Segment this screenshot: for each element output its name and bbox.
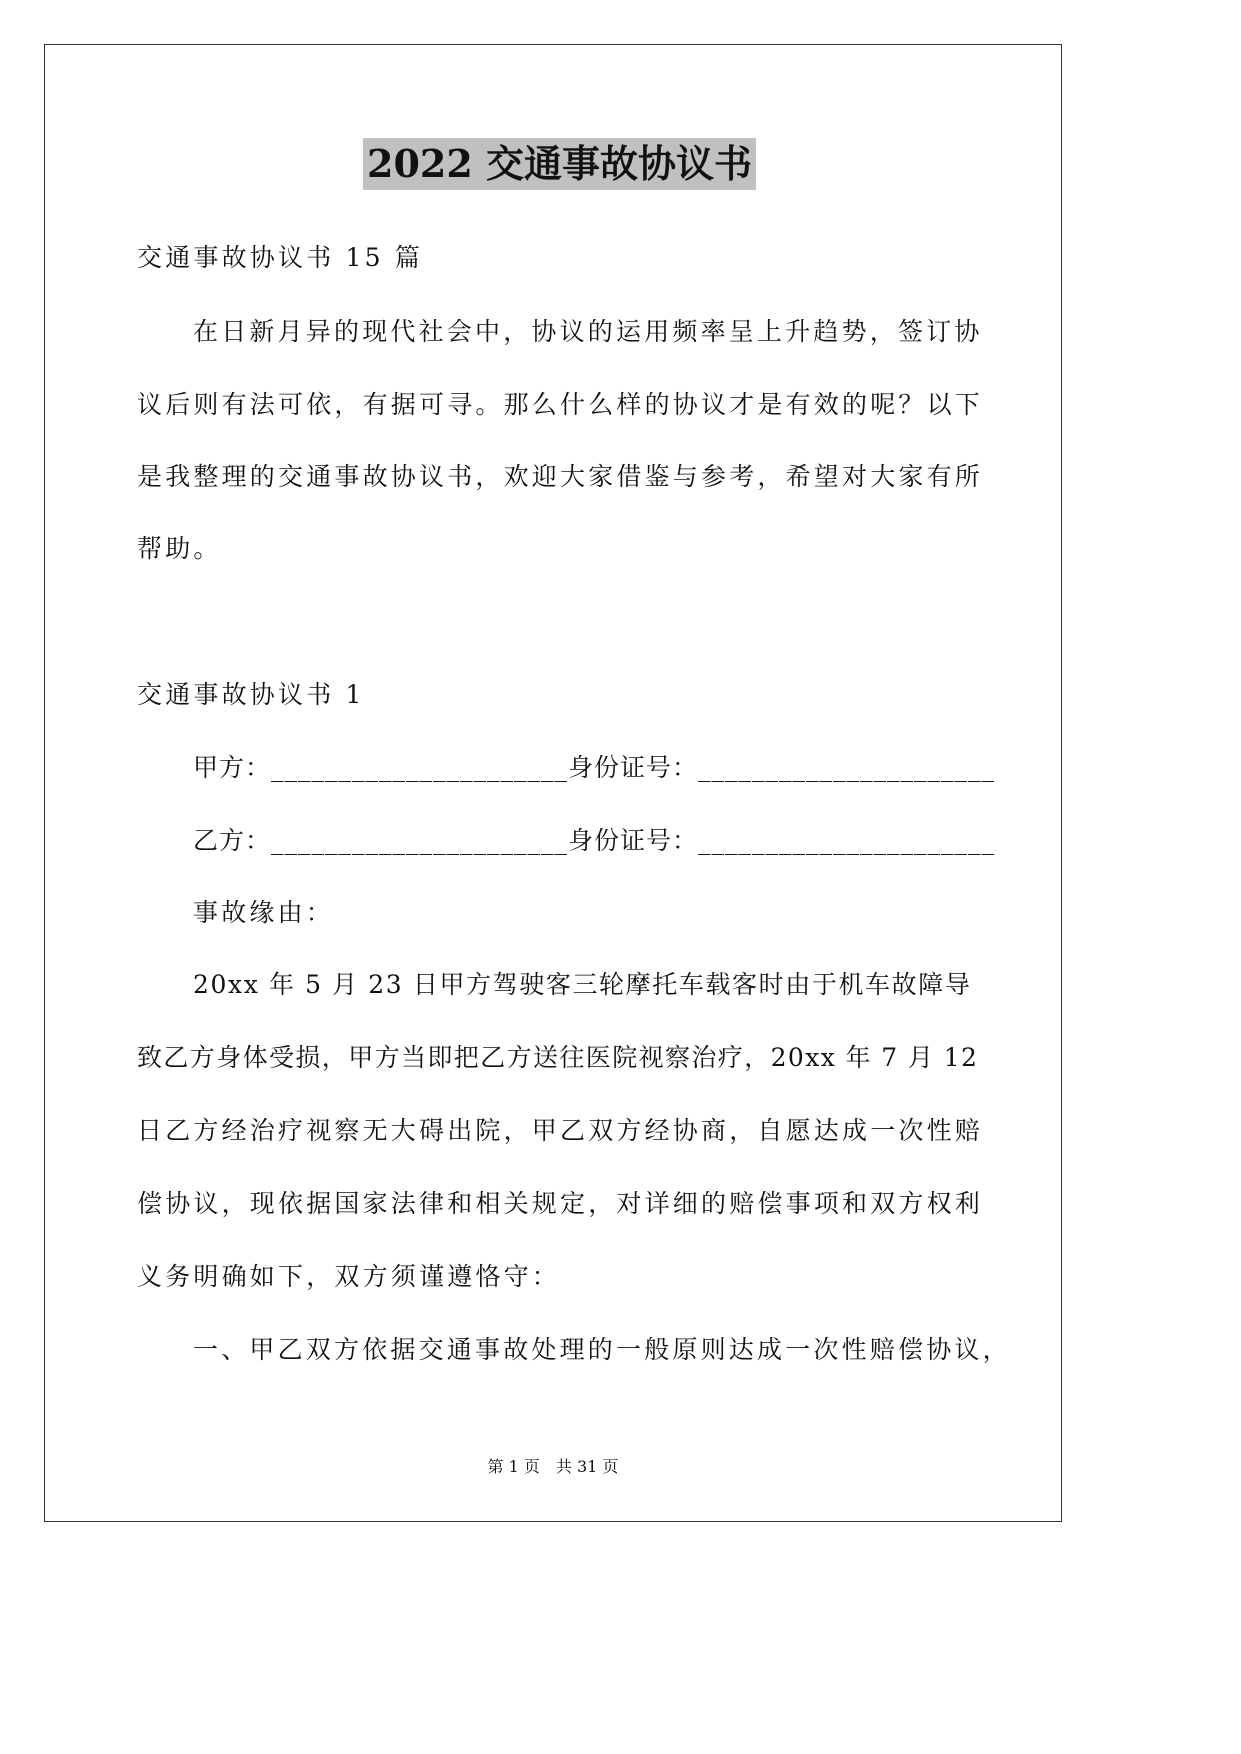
subtitle: 交通事故协议书 15 篇 [137, 243, 424, 272]
intro-line: 议后则有法可依，有据可寻。那么什么样的协议才是有效的呢？以下 [137, 390, 984, 419]
intro-line: 在日新月异的现代社会中，协议的运用频率呈上升趋势，签订协 [193, 317, 983, 346]
cause-line: 致乙方身体受损，甲方当即把乙方送往医院视察治疗，20xx 年 7 月 12 [137, 1043, 979, 1072]
intro-line: 帮助。 [137, 534, 222, 563]
party-b-field: 乙方：______________________身份证号：______________________ [193, 826, 996, 855]
cause-line: 20xx 年 5 月 23 日甲方驾驶客三轮摩托车载客时由于机车故障导 [193, 970, 972, 999]
cause-line: 义务明确如下，双方须谨遵恪守： [137, 1262, 561, 1291]
document-title: 2022 交通事故协议书 [363, 138, 756, 190]
cause-label: 事故缘由： [193, 898, 335, 927]
intro-line: 是我整理的交通事故协议书，欢迎大家借鉴与参考，希望对大家有所 [137, 462, 984, 491]
party-a-field: 甲方：______________________身份证号：______________________ [193, 753, 996, 782]
cause-line: 偿协议，现依据国家法律和相关规定，对详细的赔偿事项和双方权利 [137, 1189, 984, 1218]
section-heading: 交通事故协议书 1 [137, 680, 365, 709]
cause-line: 日乙方经治疗视察无大碍出院，甲乙双方经协商，自愿达成一次性赔 [137, 1116, 984, 1145]
page-number: 第 1 页 共 31 页 [487, 1457, 619, 1476]
clause-1: 一、甲乙双方依据交通事故处理的一般原则达成一次性赔偿协议， [193, 1335, 1011, 1364]
